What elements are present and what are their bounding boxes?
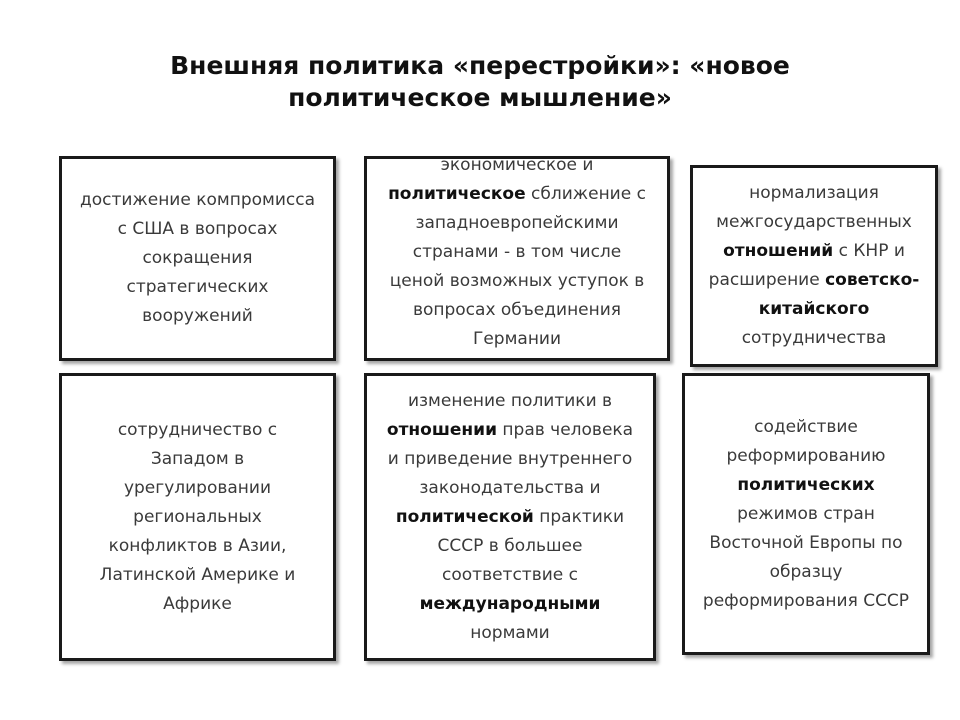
text-fragment: практики [533, 506, 625, 527]
bold-term: политической [395, 506, 534, 527]
text-line: изменение политики в [407, 390, 613, 411]
box-text [703, 413, 909, 616]
box-text [388, 151, 646, 354]
bold-term: отношении [386, 419, 498, 440]
text-line: региональных [133, 506, 262, 527]
text-line [387, 503, 633, 532]
text-line: Западом в [150, 448, 245, 469]
text-line: реформирования СССР [702, 590, 910, 611]
text-line [703, 471, 909, 500]
bold-term: политическое [388, 184, 526, 204]
text-line: сотрудничество с [117, 419, 278, 440]
box-arms-reduction [59, 156, 336, 361]
box-west-europe-rapprochement [364, 156, 670, 361]
box-text [100, 416, 296, 619]
text-line: западноевропейскими [415, 213, 619, 233]
text-line [709, 266, 920, 295]
text-fragment: сближение с [525, 184, 646, 204]
text-line: Восточной Европы по [709, 532, 903, 553]
text-line: реформированию [726, 445, 886, 466]
text-line: и приведение внутреннего [387, 448, 633, 469]
text-line [387, 416, 633, 445]
text-line: конфликтов в Азии, [108, 535, 287, 556]
title-line-1: Внешняя политика «перестройки»: «новое [170, 51, 790, 80]
text-line [709, 237, 920, 266]
text-line: стратегических [126, 277, 269, 297]
text-line: нормализация [749, 183, 879, 203]
text-fragment: прав человека [497, 419, 634, 440]
box-text [709, 179, 920, 353]
text-line: ценой возможных уступок в [389, 271, 645, 291]
text-line: сокращения [142, 248, 253, 268]
text-line: сотрудничества [741, 328, 887, 348]
text-line: Африке [163, 593, 232, 614]
bold-term: международными [419, 593, 601, 614]
text-line: достижение компромисса [79, 190, 316, 210]
box-china-normalization [690, 165, 938, 367]
box-human-rights [364, 373, 656, 661]
text-line: Латинской Америке и [99, 564, 296, 585]
page-title [40, 50, 920, 114]
text-line: экономическое и [440, 155, 594, 175]
text-line: СССР в большее [437, 535, 583, 556]
bold-term: политических [737, 474, 875, 495]
box-regional-conflicts [59, 373, 336, 661]
text-line [388, 180, 646, 209]
text-fragment: с КНР и [833, 241, 905, 261]
text-line: вопросах объединения [412, 300, 622, 320]
box-text [80, 186, 315, 331]
text-line [387, 590, 633, 619]
text-line: Германии [472, 329, 562, 349]
text-line: межгосударственных [716, 212, 912, 232]
text-line: образцу [769, 561, 843, 582]
text-line: с США в вопросах [117, 219, 278, 239]
text-fragment: расширение [708, 270, 826, 290]
title-line-2: политическое мышление» [288, 83, 672, 112]
text-line: урегулировании [123, 477, 272, 498]
bold-term: отношений [723, 241, 834, 261]
bold-term: советско- [825, 270, 920, 290]
bold-term: китайского [758, 299, 870, 319]
text-line: странами - в том числе [412, 242, 622, 262]
text-line: законодательства и [419, 477, 601, 498]
box-eastern-europe-reform [682, 373, 930, 655]
text-line: соответствие с [442, 564, 578, 585]
text-line: режимов стран [737, 503, 875, 524]
text-line: содействие [754, 416, 858, 437]
text-line [709, 295, 920, 324]
text-line: нормами [470, 622, 550, 643]
box-text [387, 387, 633, 648]
text-line: вооружений [142, 306, 253, 326]
